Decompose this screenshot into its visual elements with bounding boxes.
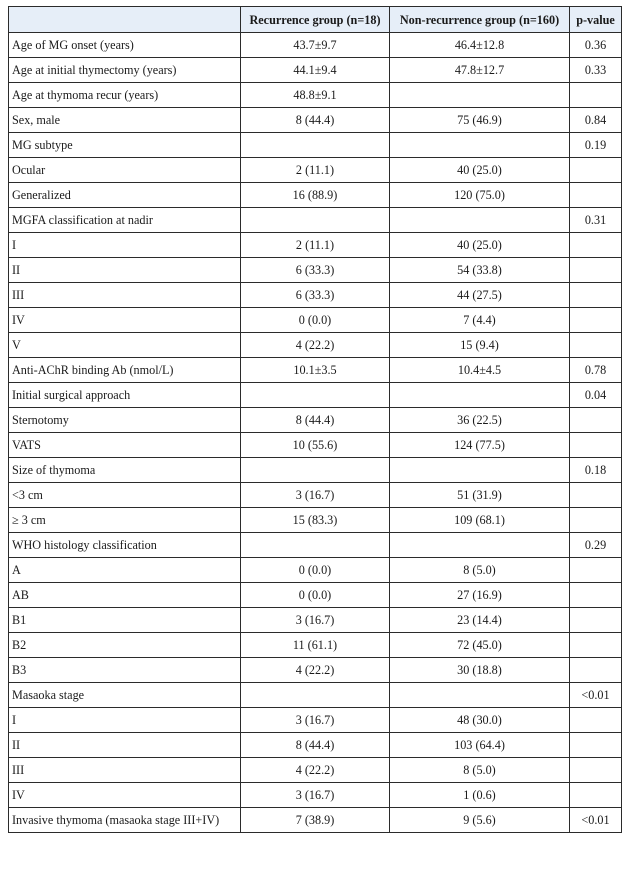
row-label: Age of MG onset (years) (9, 33, 241, 58)
table-row (9, 683, 622, 708)
non-recurrence-value: 7 (4.4) (390, 308, 570, 333)
recurrence-value: 8 (44.4) (241, 408, 390, 433)
recurrence-value: 11 (61.1) (241, 633, 390, 658)
row-label: III (9, 758, 241, 783)
table-row (9, 758, 622, 783)
non-recurrence-value: 72 (45.0) (390, 633, 570, 658)
recurrence-value: 7 (38.9) (241, 808, 390, 833)
row-label: Age at thymoma recur (years) (9, 83, 241, 108)
p-value (570, 658, 622, 683)
p-value: 0.36 (570, 33, 622, 58)
non-recurrence-value: 124 (77.5) (390, 433, 570, 458)
non-recurrence-value (390, 83, 570, 108)
p-value (570, 83, 622, 108)
non-recurrence-value: 46.4±12.8 (390, 33, 570, 58)
p-value (570, 258, 622, 283)
p-value (570, 408, 622, 433)
table-row (9, 483, 622, 508)
recurrence-value (241, 683, 390, 708)
p-value: 0.19 (570, 133, 622, 158)
recurrence-value: 43.7±9.7 (241, 33, 390, 58)
table-container (8, 6, 622, 833)
non-recurrence-value: 44 (27.5) (390, 283, 570, 308)
row-label: B1 (9, 608, 241, 633)
recurrence-value: 3 (16.7) (241, 783, 390, 808)
row-label: Masaoka stage (9, 683, 241, 708)
recurrence-value: 3 (16.7) (241, 708, 390, 733)
table-row (9, 508, 622, 533)
row-label: IV (9, 308, 241, 333)
non-recurrence-value: 10.4±4.5 (390, 358, 570, 383)
non-recurrence-value: 8 (5.0) (390, 558, 570, 583)
row-label: V (9, 333, 241, 358)
p-value (570, 733, 622, 758)
row-label: Initial surgical approach (9, 383, 241, 408)
p-value (570, 308, 622, 333)
non-recurrence-value: 1 (0.6) (390, 783, 570, 808)
recurrence-value (241, 133, 390, 158)
recurrence-value (241, 458, 390, 483)
row-label: II (9, 258, 241, 283)
recurrence-value: 3 (16.7) (241, 483, 390, 508)
recurrence-value: 4 (22.2) (241, 758, 390, 783)
recurrence-value: 10 (55.6) (241, 433, 390, 458)
row-label: <3 cm (9, 483, 241, 508)
row-label: Sex, male (9, 108, 241, 133)
p-value (570, 633, 622, 658)
table-row (9, 433, 622, 458)
row-label: II (9, 733, 241, 758)
p-value (570, 608, 622, 633)
recurrence-value: 44.1±9.4 (241, 58, 390, 83)
non-recurrence-value (390, 208, 570, 233)
non-recurrence-value: 48 (30.0) (390, 708, 570, 733)
recurrence-value: 15 (83.3) (241, 508, 390, 533)
table-body (9, 33, 622, 833)
p-value (570, 233, 622, 258)
table-row (9, 283, 622, 308)
non-recurrence-value: 103 (64.4) (390, 733, 570, 758)
table-row (9, 208, 622, 233)
row-label: Ocular (9, 158, 241, 183)
non-recurrence-value (390, 533, 570, 558)
p-value (570, 758, 622, 783)
table-row (9, 608, 622, 633)
non-recurrence-value: 75 (46.9) (390, 108, 570, 133)
p-value: 0.29 (570, 533, 622, 558)
non-recurrence-value (390, 383, 570, 408)
non-recurrence-value: 47.8±12.7 (390, 58, 570, 83)
recurrence-value: 48.8±9.1 (241, 83, 390, 108)
table-row (9, 333, 622, 358)
header-row (9, 7, 622, 33)
table-row (9, 108, 622, 133)
p-value (570, 508, 622, 533)
recurrence-value: 0 (0.0) (241, 308, 390, 333)
table-row (9, 258, 622, 283)
table-row (9, 83, 622, 108)
non-recurrence-value: 51 (31.9) (390, 483, 570, 508)
non-recurrence-value: 40 (25.0) (390, 158, 570, 183)
recurrence-value: 6 (33.3) (241, 258, 390, 283)
non-recurrence-value: 27 (16.9) (390, 583, 570, 608)
row-label: Generalized (9, 183, 241, 208)
row-label: WHO histology classification (9, 533, 241, 558)
table-row (9, 33, 622, 58)
row-label: Size of thymoma (9, 458, 241, 483)
non-recurrence-value: 54 (33.8) (390, 258, 570, 283)
p-value: 0.31 (570, 208, 622, 233)
clinical-characteristics-table (8, 6, 622, 833)
p-value (570, 158, 622, 183)
non-recurrence-value: 120 (75.0) (390, 183, 570, 208)
p-value (570, 583, 622, 608)
row-label: Age at initial thymectomy (years) (9, 58, 241, 83)
p-value: 0.04 (570, 383, 622, 408)
recurrence-value: 0 (0.0) (241, 558, 390, 583)
non-recurrence-value: 30 (18.8) (390, 658, 570, 683)
non-recurrence-value: 36 (22.5) (390, 408, 570, 433)
recurrence-value: 2 (11.1) (241, 158, 390, 183)
p-value (570, 558, 622, 583)
table-row (9, 358, 622, 383)
non-recurrence-value: 23 (14.4) (390, 608, 570, 633)
p-value: <0.01 (570, 808, 622, 833)
table-row (9, 733, 622, 758)
non-recurrence-value: 8 (5.0) (390, 758, 570, 783)
non-recurrence-value (390, 683, 570, 708)
recurrence-value: 6 (33.3) (241, 283, 390, 308)
header-p-value: p-value (570, 7, 622, 33)
row-label: III (9, 283, 241, 308)
table-row (9, 158, 622, 183)
non-recurrence-value: 109 (68.1) (390, 508, 570, 533)
p-value: <0.01 (570, 683, 622, 708)
header-recurrence-group: Recurrence group (n=18) (241, 7, 390, 33)
recurrence-value: 8 (44.4) (241, 108, 390, 133)
recurrence-value (241, 383, 390, 408)
row-label: Sternotomy (9, 408, 241, 433)
p-value (570, 333, 622, 358)
p-value (570, 283, 622, 308)
row-label: IV (9, 783, 241, 808)
row-label: MG subtype (9, 133, 241, 158)
row-label: Invasive thymoma (masaoka stage III+IV) (9, 808, 241, 833)
table-row (9, 783, 622, 808)
row-label: B3 (9, 658, 241, 683)
recurrence-value: 4 (22.2) (241, 333, 390, 358)
recurrence-value (241, 533, 390, 558)
table-row (9, 658, 622, 683)
row-label: I (9, 708, 241, 733)
table-row (9, 133, 622, 158)
table-row (9, 183, 622, 208)
recurrence-value: 2 (11.1) (241, 233, 390, 258)
row-label: I (9, 233, 241, 258)
p-value: 0.78 (570, 358, 622, 383)
p-value (570, 483, 622, 508)
row-label: MGFA classification at nadir (9, 208, 241, 233)
non-recurrence-value (390, 133, 570, 158)
non-recurrence-value: 15 (9.4) (390, 333, 570, 358)
table-row (9, 633, 622, 658)
p-value (570, 708, 622, 733)
recurrence-value: 4 (22.2) (241, 658, 390, 683)
recurrence-value: 8 (44.4) (241, 733, 390, 758)
row-label: ≥ 3 cm (9, 508, 241, 533)
p-value: 0.33 (570, 58, 622, 83)
non-recurrence-value: 40 (25.0) (390, 233, 570, 258)
p-value (570, 183, 622, 208)
table-row (9, 808, 622, 833)
table-row (9, 308, 622, 333)
table-row (9, 708, 622, 733)
recurrence-value: 3 (16.7) (241, 608, 390, 633)
table-header (9, 7, 622, 33)
table-row (9, 458, 622, 483)
table-row (9, 58, 622, 83)
recurrence-value: 0 (0.0) (241, 583, 390, 608)
p-value (570, 783, 622, 808)
p-value: 0.84 (570, 108, 622, 133)
p-value: 0.18 (570, 458, 622, 483)
row-label: B2 (9, 633, 241, 658)
p-value (570, 433, 622, 458)
table-row (9, 583, 622, 608)
table-row (9, 558, 622, 583)
table-row (9, 383, 622, 408)
non-recurrence-value: 9 (5.6) (390, 808, 570, 833)
recurrence-value (241, 208, 390, 233)
table-row (9, 533, 622, 558)
table-row (9, 408, 622, 433)
row-label: A (9, 558, 241, 583)
table-row (9, 233, 622, 258)
row-label: VATS (9, 433, 241, 458)
row-label: Anti-AChR binding Ab (nmol/L) (9, 358, 241, 383)
recurrence-value: 10.1±3.5 (241, 358, 390, 383)
non-recurrence-value (390, 458, 570, 483)
header-variable (9, 7, 241, 33)
header-non-recurrence-group: Non-recurrence group (n=160) (390, 7, 570, 33)
recurrence-value: 16 (88.9) (241, 183, 390, 208)
row-label: AB (9, 583, 241, 608)
